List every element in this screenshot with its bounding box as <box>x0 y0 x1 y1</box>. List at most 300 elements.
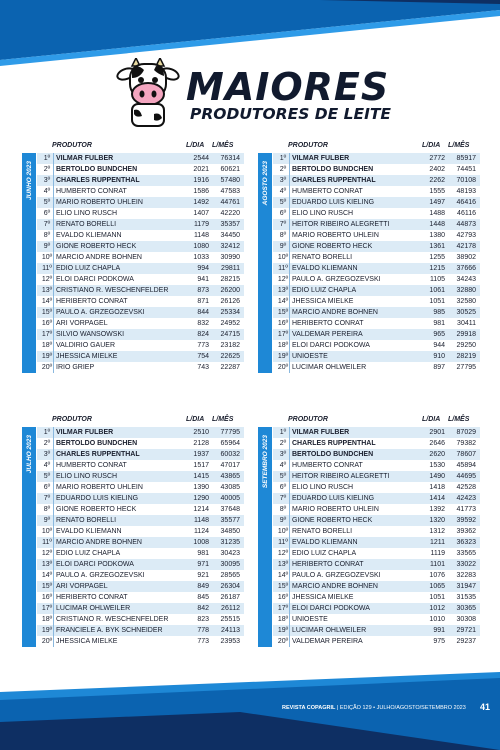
per-month-cell: 78607 <box>456 451 476 458</box>
row-divider <box>53 340 54 351</box>
row-divider <box>289 625 290 636</box>
row-divider <box>53 449 54 460</box>
page-subtitle: PRODUTORES DE LEITE <box>190 105 392 123</box>
per-day-cell: 897 <box>433 364 445 371</box>
rank-cell: 17º <box>277 605 289 612</box>
table-row <box>37 515 244 526</box>
rank-cell: 9º <box>43 243 51 250</box>
per-month-cell: 29237 <box>456 638 476 645</box>
producer-cell: EVALDO KLIEMANN <box>292 539 358 546</box>
per-day-cell: 1407 <box>193 210 209 217</box>
rank-cell: 1º <box>279 429 287 436</box>
rank-cell: 11º <box>42 265 52 272</box>
per-month-cell: 29918 <box>456 331 476 338</box>
row-divider <box>289 592 290 603</box>
per-month-cell: 42220 <box>220 210 240 217</box>
row-divider <box>53 252 54 263</box>
table-row <box>37 197 244 208</box>
producer-cell: MÁRIO ROBERTO UHLEIN <box>56 199 143 206</box>
table-row <box>273 625 480 636</box>
producer-cell: CHARLES RUPPENTHAL <box>292 177 376 184</box>
table-row <box>37 592 244 603</box>
producer-cell: ELIO LINO RUSCH <box>56 210 118 217</box>
row-divider <box>53 296 54 307</box>
rank-cell: 15º <box>41 309 53 316</box>
per-month-cell: 87029 <box>456 429 476 436</box>
per-day-cell: 2772 <box>429 155 445 162</box>
rank-cell: 7º <box>279 495 287 502</box>
producer-cell: UNIOESTE <box>292 353 328 360</box>
row-divider <box>53 515 54 526</box>
table-row <box>273 164 480 175</box>
per-month-cell: 26200 <box>220 287 240 294</box>
table-row <box>273 526 480 537</box>
producer-cell: EDUARDO LUIS KIELING <box>292 495 375 502</box>
row-divider <box>53 603 54 614</box>
per-month-cell: 76314 <box>220 155 240 162</box>
producer-cell: FRANCIELE A. BYK SCHNEIDER <box>56 627 163 634</box>
table-row <box>37 526 244 537</box>
per-day-cell: 2544 <box>193 155 209 162</box>
rank-cell: 20º <box>41 364 53 371</box>
rank-cell: 15º <box>277 583 289 590</box>
row-divider <box>53 274 54 285</box>
row-divider <box>289 504 290 515</box>
table-row <box>273 449 480 460</box>
per-month-cell: 85917 <box>456 155 476 162</box>
per-month-cell: 32580 <box>456 298 476 305</box>
rank-cell: 13º <box>41 561 53 568</box>
producer-cell: ELOI DARCI PODKOWA <box>56 561 134 568</box>
table-row <box>273 252 480 263</box>
table-row <box>273 351 480 362</box>
per-day-cell: 2128 <box>193 440 209 447</box>
per-month-cell: 30365 <box>456 605 476 612</box>
ranking-table <box>37 153 244 373</box>
rank-cell: 14º <box>277 572 289 579</box>
producer-cell: LUCIMAR OHLWEILER <box>56 605 131 612</box>
producer-cell: HERIBERTO CONRAT <box>56 298 128 305</box>
producer-cell: RENATO BORELLI <box>292 254 353 261</box>
producer-cell: CHARLES RUPPENTHAL <box>56 177 140 184</box>
table-row <box>273 307 480 318</box>
row-divider <box>289 340 290 351</box>
row-divider <box>289 241 290 252</box>
column-header-per-day: L/DIA <box>422 416 441 423</box>
producer-cell: HERIBERTO CONRAT <box>56 594 128 601</box>
column-header-per-month: L/MÊS <box>212 142 234 149</box>
per-month-cell: 29811 <box>221 265 240 272</box>
producer-cell: VILMAR FÜLBER <box>56 155 114 162</box>
table-row <box>37 636 244 647</box>
rank-cell: 4º <box>279 188 287 195</box>
table-row <box>37 153 244 164</box>
per-day-cell: 1148 <box>193 232 209 239</box>
per-day-cell: 778 <box>197 627 209 634</box>
table-row <box>273 296 480 307</box>
table-row <box>37 449 244 460</box>
table-row <box>37 471 244 482</box>
per-month-cell: 24715 <box>220 331 240 338</box>
per-day-cell: 1179 <box>193 221 209 228</box>
row-divider <box>53 636 54 647</box>
rank-cell: 14º <box>41 298 53 305</box>
rank-cell: 3º <box>43 177 51 184</box>
table-row <box>273 614 480 625</box>
rank-cell: 12º <box>41 550 53 557</box>
producer-cell: GIONE ROBERTO HECK <box>292 243 373 250</box>
producer-cell: UNIOESTE <box>292 616 328 623</box>
row-divider <box>289 263 290 274</box>
table-row <box>37 603 244 614</box>
table-row <box>37 340 244 351</box>
row-divider <box>53 614 54 625</box>
per-month-cell: 23953 <box>220 638 240 645</box>
producer-cell: HERIBERTO CONRAT <box>292 320 364 327</box>
producer-cell: MÁRCIO ANDRÉ BOHNEN <box>292 309 378 316</box>
table-row <box>273 537 480 548</box>
per-month-cell: 44873 <box>456 221 476 228</box>
rank-cell: 7º <box>279 221 287 228</box>
row-divider <box>53 504 54 515</box>
rank-cell: 20º <box>41 638 53 645</box>
rank-cell: 18º <box>41 342 53 349</box>
per-day-cell: 975 <box>433 638 445 645</box>
per-month-cell: 60621 <box>220 166 240 173</box>
per-month-cell: 28565 <box>220 572 240 579</box>
row-divider <box>53 559 54 570</box>
producer-cell: EDIO LUIZ CHAPLA <box>56 550 121 557</box>
table-row <box>37 493 244 504</box>
per-month-cell: 34450 <box>220 232 240 239</box>
per-month-cell: 65964 <box>220 440 240 447</box>
per-day-cell: 981 <box>433 320 445 327</box>
row-divider <box>53 186 54 197</box>
rank-cell: 20º <box>277 638 289 645</box>
producer-cell: VALDIRIO GAUER <box>56 342 115 349</box>
row-divider <box>53 164 54 175</box>
table-row <box>37 219 244 230</box>
per-month-cell: 26304 <box>220 583 240 590</box>
table-row <box>273 471 480 482</box>
row-divider <box>289 362 290 373</box>
rank-cell: 2º <box>279 166 287 173</box>
per-month-cell: 33565 <box>456 550 476 557</box>
month-label: SETEMBRO 2023 <box>261 435 269 489</box>
table-row <box>273 219 480 230</box>
per-day-cell: 1490 <box>429 473 445 480</box>
rank-cell: 15º <box>277 309 289 316</box>
rank-cell: 17º <box>41 331 53 338</box>
row-divider <box>289 570 290 581</box>
month-label: JUNHO 2023 <box>25 161 33 201</box>
per-month-cell: 34243 <box>456 276 476 283</box>
row-divider <box>289 603 290 614</box>
rank-cell: 18º <box>41 616 53 623</box>
ranking-table <box>273 153 480 373</box>
per-month-cell: 30525 <box>456 309 476 316</box>
row-divider <box>289 186 290 197</box>
row-divider <box>289 274 290 285</box>
producer-cell: VILMAR FÜLBER <box>292 429 350 436</box>
table-row <box>37 186 244 197</box>
per-day-cell: 1916 <box>193 177 209 184</box>
row-divider <box>289 438 290 449</box>
rank-cell: 9º <box>279 517 287 524</box>
rank-cell: 6º <box>43 484 51 491</box>
per-month-cell: 28215 <box>220 276 240 283</box>
per-day-cell: 971 <box>197 561 209 568</box>
row-divider <box>53 241 54 252</box>
table-row <box>273 504 480 515</box>
row-divider <box>289 614 290 625</box>
per-day-cell: 1211 <box>429 539 445 546</box>
per-day-cell: 994 <box>197 265 209 272</box>
per-month-cell: 79382 <box>456 440 476 447</box>
per-day-cell: 1051 <box>429 594 445 601</box>
row-divider <box>289 197 290 208</box>
per-month-cell: 24952 <box>220 320 240 327</box>
producer-cell: EDUARDO LUIS KIELING <box>56 495 139 502</box>
rank-cell: 9º <box>279 243 287 250</box>
row-divider <box>289 230 290 241</box>
ranking-table <box>273 427 480 647</box>
row-divider <box>289 548 290 559</box>
rank-cell: 11º <box>278 539 288 546</box>
producer-cell: MÁRCIO ANDRÉ BOHNEN <box>56 539 142 546</box>
rank-cell: 11º <box>42 539 52 546</box>
month-label: AGOSTO 2023 <box>261 161 269 206</box>
row-divider <box>289 581 290 592</box>
rank-cell: 10º <box>277 254 289 261</box>
rank-cell: 5º <box>279 473 287 480</box>
table-row <box>37 252 244 263</box>
column-header-per-day: L/DIA <box>186 142 205 149</box>
table-row <box>273 570 480 581</box>
row-divider <box>289 460 290 471</box>
table-row <box>273 493 480 504</box>
per-month-cell: 30423 <box>220 550 240 557</box>
month-label-bar <box>22 153 36 373</box>
rank-cell: 20º <box>277 364 289 371</box>
per-day-cell: 823 <box>197 616 209 623</box>
rank-cell: 10º <box>41 254 53 261</box>
per-day-cell: 1448 <box>429 221 445 228</box>
rank-cell: 2º <box>43 166 51 173</box>
per-day-cell: 773 <box>197 342 209 349</box>
rank-cell: 16º <box>41 320 53 327</box>
per-day-cell: 2402 <box>429 166 445 173</box>
table-row <box>37 362 244 373</box>
per-day-cell: 754 <box>197 353 209 360</box>
rank-cell: 3º <box>279 451 287 458</box>
producer-cell: LUCIMAR OHLWEILER <box>292 627 367 634</box>
per-month-cell: 60032 <box>220 451 240 458</box>
per-month-cell: 30411 <box>457 320 476 327</box>
per-day-cell: 2262 <box>429 177 445 184</box>
per-month-cell: 22625 <box>220 353 240 360</box>
per-day-cell: 1488 <box>429 210 445 217</box>
per-month-cell: 31947 <box>456 583 476 590</box>
producer-cell: EVALDO KLIEMANN <box>56 528 122 535</box>
producer-cell: ELIO LINO RUSCH <box>292 484 354 491</box>
producer-cell: CHARLES RUPPENTHAL <box>292 440 376 447</box>
per-day-cell: 1497 <box>429 199 445 206</box>
table-row <box>273 636 480 647</box>
producer-cell: EDIO LUIZ CHAPLA <box>292 287 357 294</box>
rank-cell: 12º <box>277 276 289 283</box>
per-day-cell: 1530 <box>429 462 445 469</box>
table-row <box>273 274 480 285</box>
per-day-cell: 944 <box>433 342 445 349</box>
producer-cell: GIONE ROBERTO HECK <box>56 506 137 513</box>
table-row <box>37 504 244 515</box>
per-month-cell: 25334 <box>220 309 240 316</box>
table-row <box>37 460 244 471</box>
magazine-name: REVISTA COPAGRIL <box>282 705 336 711</box>
per-day-cell: 2510 <box>193 429 209 436</box>
table-row <box>273 186 480 197</box>
cow-mascot-icon <box>116 58 180 130</box>
per-day-cell: 1415 <box>193 473 209 480</box>
table-row <box>37 548 244 559</box>
producer-cell: BERTOLDO BÜNDCHEN <box>56 166 138 173</box>
row-divider <box>53 219 54 230</box>
table-row <box>37 274 244 285</box>
rank-cell: 13º <box>277 561 289 568</box>
per-day-cell: 981 <box>197 550 209 557</box>
per-month-cell: 26187 <box>220 594 240 601</box>
per-day-cell: 2021 <box>193 166 209 173</box>
per-month-cell: 38902 <box>456 254 476 261</box>
producer-cell: MÁRIO ROBERTO UHLEIN <box>292 506 379 513</box>
row-divider <box>289 164 290 175</box>
table-row <box>273 427 480 438</box>
row-divider <box>289 351 290 362</box>
per-month-cell: 42793 <box>456 232 476 239</box>
row-divider <box>53 625 54 636</box>
per-day-cell: 985 <box>433 309 445 316</box>
table-row <box>273 362 480 373</box>
per-day-cell: 1124 <box>193 528 209 535</box>
month-label-bar <box>258 427 272 647</box>
column-header-producer: PRODUTOR <box>288 416 328 423</box>
table-row <box>273 263 480 274</box>
per-month-cell: 29721 <box>456 627 476 634</box>
rank-cell: 9º <box>43 517 51 524</box>
row-divider <box>53 537 54 548</box>
rank-cell: 15º <box>41 583 53 590</box>
per-day-cell: 991 <box>433 627 445 634</box>
rank-cell: 5º <box>43 199 51 206</box>
table-row <box>273 592 480 603</box>
rank-cell: 19º <box>41 627 53 634</box>
producer-cell: ELIO LINO RUSCH <box>56 473 118 480</box>
rank-cell: 14º <box>41 572 53 579</box>
column-header-per-month: L/MÊS <box>212 416 234 423</box>
producer-cell: BERTOLDO BÜNDCHEN <box>292 166 374 173</box>
ranking-table <box>37 427 244 647</box>
per-day-cell: 1061 <box>429 287 445 294</box>
rank-cell: 18º <box>277 616 289 623</box>
per-day-cell: 873 <box>197 287 209 294</box>
producer-cell: JHESSICA MIELKE <box>56 638 118 645</box>
per-month-cell: 26126 <box>220 298 240 305</box>
row-divider <box>53 263 54 274</box>
rank-cell: 8º <box>279 232 287 239</box>
table-row <box>37 230 244 241</box>
per-month-cell: 32283 <box>456 572 476 579</box>
column-header-per-day: L/DIA <box>422 142 441 149</box>
rank-cell: 5º <box>279 199 287 206</box>
rank-cell: 19º <box>277 627 289 634</box>
row-divider <box>289 559 290 570</box>
producer-cell: CRISTIANO R. WESCHENFELDER <box>56 287 169 294</box>
column-header-per-day: L/DIA <box>186 416 205 423</box>
producer-cell: EDUARDO LUIS KIELING <box>292 199 375 206</box>
per-month-cell: 42423 <box>456 495 476 502</box>
row-divider <box>53 230 54 241</box>
row-divider <box>53 362 54 373</box>
per-month-cell: 77795 <box>220 429 240 436</box>
row-divider <box>289 219 290 230</box>
row-divider <box>289 285 290 296</box>
rank-cell: 16º <box>277 320 289 327</box>
producer-cell: EDIO LUIZ CHAPLA <box>292 550 357 557</box>
rank-cell: 11º <box>278 265 288 272</box>
rank-cell: 6º <box>279 484 287 491</box>
per-month-cell: 24113 <box>221 627 240 634</box>
table-row <box>37 285 244 296</box>
per-day-cell: 871 <box>197 298 209 305</box>
producer-cell: PAULO A. GRZEGOZEVSKI <box>292 276 381 283</box>
producer-cell: IRIO GRIEP <box>56 364 95 371</box>
producer-cell: JHESSICA MIELKE <box>292 298 354 305</box>
row-divider <box>53 482 54 493</box>
per-day-cell: 1214 <box>193 506 209 513</box>
column-header-per-month: L/MÊS <box>448 416 470 423</box>
rank-cell: 14º <box>277 298 289 305</box>
table-row <box>273 438 480 449</box>
rank-cell: 8º <box>279 506 287 513</box>
rank-cell: 12º <box>41 276 53 283</box>
per-day-cell: 1586 <box>193 188 209 195</box>
producer-cell: HERIBERTO CONRAT <box>292 561 364 568</box>
rank-cell: 2º <box>43 440 51 447</box>
rank-cell: 1º <box>279 155 287 162</box>
per-month-cell: 29250 <box>456 342 476 349</box>
row-divider <box>53 592 54 603</box>
per-day-cell: 1148 <box>193 517 209 524</box>
table-row <box>37 241 244 252</box>
per-day-cell: 1937 <box>193 451 209 458</box>
producer-cell: PAULO A. GRZEGOZEVSKI <box>292 572 381 579</box>
row-divider <box>53 208 54 219</box>
per-month-cell: 70108 <box>456 177 476 184</box>
per-month-cell: 44695 <box>456 473 476 480</box>
table-row <box>37 537 244 548</box>
per-day-cell: 1076 <box>429 572 445 579</box>
producer-cell: RENATO BORELLI <box>292 528 353 535</box>
per-day-cell: 845 <box>197 594 209 601</box>
producer-cell: ELIO LINO RUSCH <box>292 210 354 217</box>
producer-cell: LUCIMAR OHLWEILER <box>292 364 367 371</box>
producer-cell: EVALDO KLIEMANN <box>292 265 358 272</box>
per-month-cell: 26112 <box>221 605 240 612</box>
column-header-per-month: L/MÊS <box>448 142 470 149</box>
row-divider <box>289 471 290 482</box>
producer-cell: GIONE ROBERTO HECK <box>56 243 137 250</box>
